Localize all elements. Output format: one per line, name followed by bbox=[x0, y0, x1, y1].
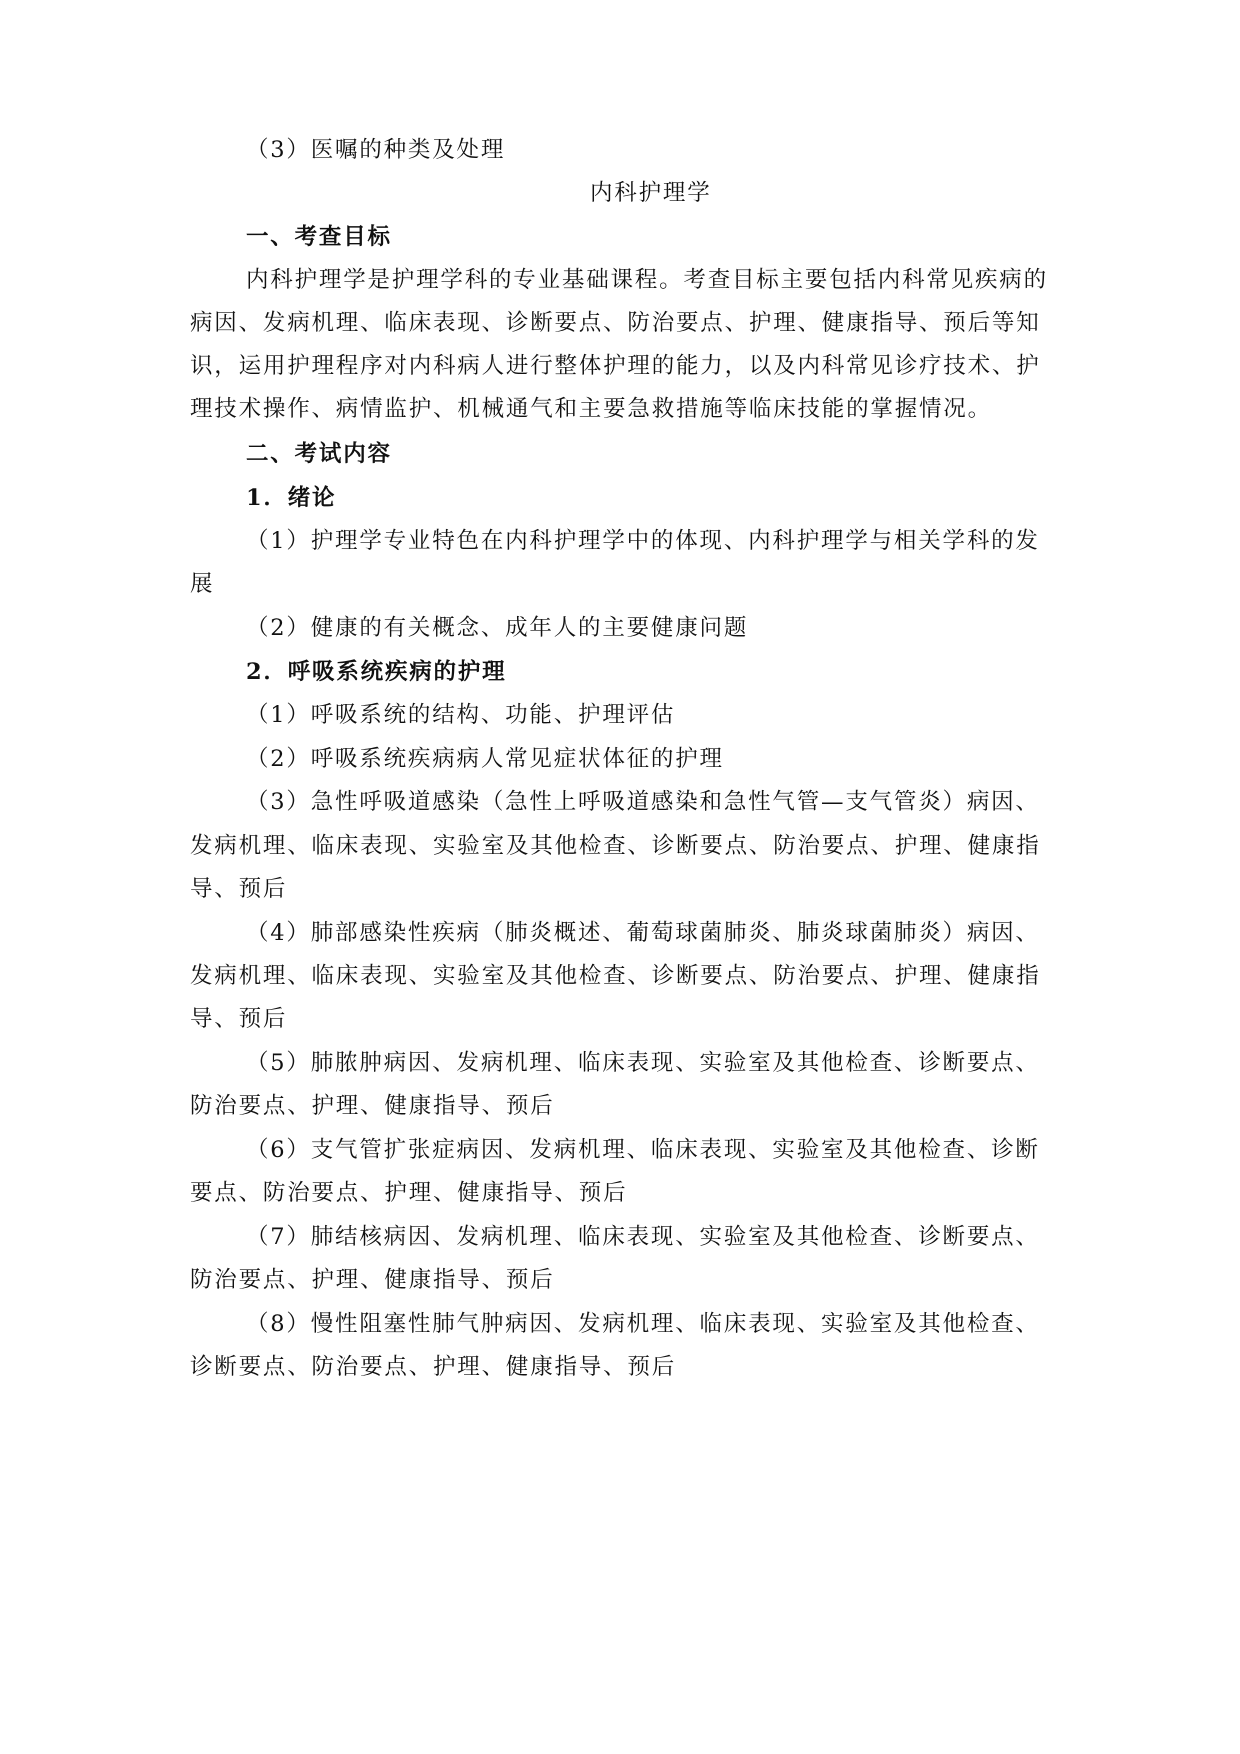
section-heading-content: 二、考试内容 bbox=[246, 441, 392, 467]
section-heading-objectives: 一、考查目标 bbox=[246, 224, 392, 250]
paragraph-line: 理技术操作、病情监护、机械通气和主要急救措施等临床技能的掌握情况。 bbox=[190, 396, 992, 422]
list-item-line: 要点、防治要点、护理、健康指导、预后 bbox=[190, 1180, 628, 1206]
list-item-line: （7）肺结核病因、发病机理、临床表现、实验室及其他检查、诊断要点、 bbox=[246, 1224, 1040, 1250]
list-item-line: （4）肺部感染性疾病（肺炎概述、葡萄球菌肺炎、肺炎球菌肺炎）病因、 bbox=[246, 920, 1040, 946]
subsection-heading-intro: 1．绪论 bbox=[246, 485, 337, 511]
subsection-heading-respiratory: 2．呼吸系统疾病的护理 bbox=[246, 659, 507, 685]
paragraph-line: 识，运用护理程序对内科病人进行整体护理的能力，以及内科常见诊疗技术、护 bbox=[190, 353, 1041, 379]
list-item-line: 防治要点、护理、健康指导、预后 bbox=[190, 1093, 555, 1119]
list-item-line: （3）急性呼吸道感染（急性上呼吸道感染和急性气管—支气管炎）病因、 bbox=[246, 789, 1040, 815]
list-item-line: 导、预后 bbox=[190, 876, 288, 902]
list-item-line: （5）肺脓肿病因、发病机理、临床表现、实验室及其他检查、诊断要点、 bbox=[246, 1050, 1040, 1076]
list-item-line: （1）护理学专业特色在内科护理学中的体现、内科护理学与相关学科的发 bbox=[246, 528, 1040, 554]
list-item-line: 防治要点、护理、健康指导、预后 bbox=[190, 1267, 555, 1293]
paragraph-line: 内科护理学是护理学科的专业基础课程。考查目标主要包括内科常见疾病的 bbox=[246, 267, 1048, 293]
list-item-line: （2）呼吸系统疾病病人常见症状体征的护理 bbox=[246, 746, 724, 772]
list-item-line: 导、预后 bbox=[190, 1006, 288, 1032]
document-title: 内科护理学 bbox=[590, 180, 712, 206]
list-item-line: （1）呼吸系统的结构、功能、护理评估 bbox=[246, 702, 676, 728]
list-item-line: 发病机理、临床表现、实验室及其他检查、诊断要点、防治要点、护理、健康指 bbox=[190, 833, 1041, 859]
paragraph-line: 病因、发病机理、临床表现、诊断要点、防治要点、护理、健康指导、预后等知 bbox=[190, 310, 1041, 336]
list-item-line: （6）支气管扩张症病因、发病机理、临床表现、实验室及其他检查、诊断 bbox=[246, 1137, 1040, 1163]
list-item-line: 发病机理、临床表现、实验室及其他检查、诊断要点、防治要点、护理、健康指 bbox=[190, 963, 1041, 989]
previous-list-item: （3）医嘱的种类及处理 bbox=[246, 137, 506, 163]
list-item-line: （8）慢性阻塞性肺气肿病因、发病机理、临床表现、实验室及其他检查、 bbox=[246, 1311, 1040, 1337]
list-item-line: 展 bbox=[190, 571, 215, 597]
list-item-line: （2）健康的有关概念、成年人的主要健康问题 bbox=[246, 615, 749, 641]
list-item-line: 诊断要点、防治要点、护理、健康指导、预后 bbox=[190, 1354, 677, 1380]
